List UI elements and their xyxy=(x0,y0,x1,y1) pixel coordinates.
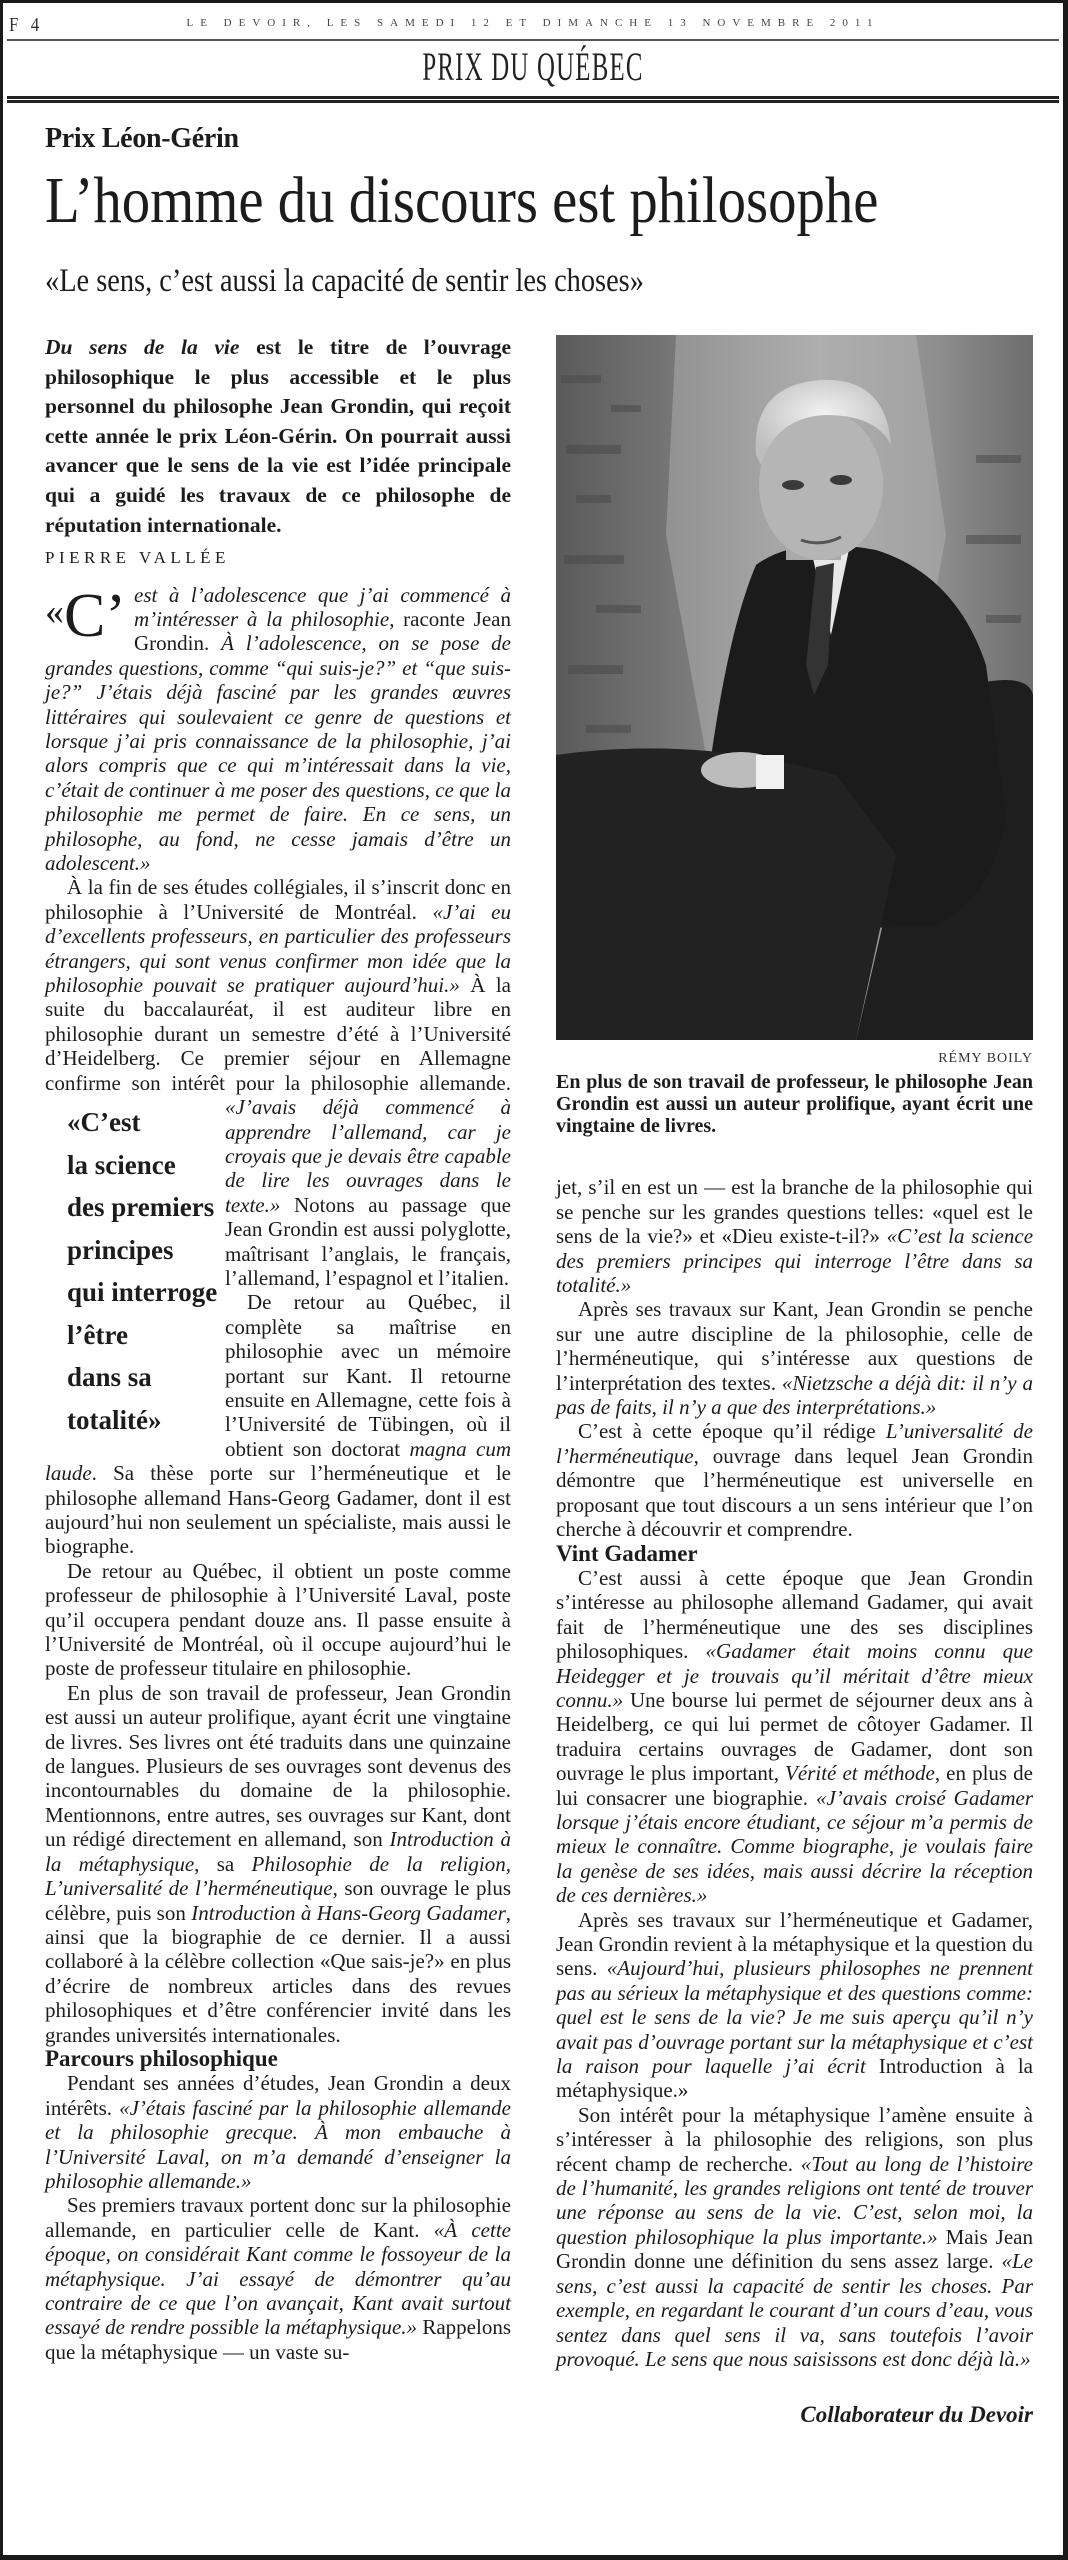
body-text: , en plus de lui consacrer une biographie. xyxy=(556,1761,1033,1810)
pull-quote-line: l’être xyxy=(67,1319,128,1350)
quote-text: «Gadamer était moins connu que Heidegger et je trouvais qu’il méritait d’être mieux connu.» xyxy=(556,1639,1033,1712)
drop-cap xyxy=(45,581,126,650)
quote-text: «J’étais fasciné par la philosophie allemande et la philosophie grecque. À mon embauche à l’Université Laval, on m’a demandé d’enseigner la philosophie allemande.» xyxy=(45,2095,511,2193)
body-text: Son intérêt pour la métaphysique l’amène ensuite à s’intéresser à la philosophie des religions, son plus récent champ de recherche. xyxy=(556,2102,1033,2176)
photo-credit: RÉMY BOILY xyxy=(938,1051,1033,1066)
newspaper-page xyxy=(3,3,1063,2555)
body-text: Rappelons que la métaphysique — un vaste su- xyxy=(45,2315,512,2364)
body-text: , sa xyxy=(194,1851,252,1876)
pull-quote-line: principes xyxy=(67,1234,174,1265)
quote-text: «C’est la science des premiers principes qui interroge l’être dans sa totalité.» xyxy=(556,1224,1034,1298)
book-title: Introduction à Hans-Georg Gadamer xyxy=(191,1900,506,1925)
body-paragraph-r2 xyxy=(556,1297,1033,1419)
quote-text: À l’adolescence, on se pose de grandes questions, comme “qui suis-je?” et “que suis-je?” J’étais déjà fasciné par les grandes œuvres littéraires qui soulevaient ce genre de questions et lorsque j’ai pris connaissance de la philosophie, j’ai alors compris que ce qui m’intéressait dans la vie, c’était de continuer à me poser des questions, ce que la philosophie me permet de faire. En ce sens, un philosophe, au fond, ne cesse jamais d’être un adolescent.» xyxy=(45,631,511,876)
quote-text: «J’avais croisé Gadamer lorsque j’étais encore étudiant, ce séjour m’a permis de mieux le connaître. Comme biographe, je voulais faire la genèse de ses idées, mais aussi décrire la réception de ces dernières.» xyxy=(556,1785,1033,1908)
quote-text: est à l’adolescence que j’ai commencé à m’intéresser à la philosophie xyxy=(134,582,511,631)
pull-quote-line: des premiers xyxy=(67,1192,215,1223)
body-text: Mais Jean Grondin donne une définition du sens assez large. xyxy=(556,2224,1033,2274)
body-paragraph-r5 xyxy=(556,1908,1033,2103)
article-kicker: Prix Léon-Gérin xyxy=(45,123,239,154)
subhead-vint-gadamer: Vint Gadamer xyxy=(556,1540,698,1566)
body-text: Après ses travaux sur Kant, Jean Grondin se penche sur une autre discipline de la philosophie, celle de l’herméneutique, qui s’intéresse aux questions de l’interprétation des textes. xyxy=(556,1297,1033,1395)
body-paragraph-1 xyxy=(45,583,511,876)
pull-quote-line: «C’est xyxy=(67,1107,141,1138)
body-paragraph-4: De retour au Québec, il obtient un poste comme professeur de philosophie à l’Université Laval, poste qu’il occupera pendant douze ans. Il passe ensuite à l’Université de Montréal, où il occupe aujourd’hui le poste de professeur titulaire en philosophie. xyxy=(45,1558,511,1681)
body-text: Ses premiers travaux portent donc sur la philosophie allemande, en particulier celle de Kant. xyxy=(45,2193,511,2242)
photo-caption: En plus de son travail de professeur, le philosophe Jean Grondin est aussi un auteur prolifique, ayant écrit une vingtaine de livres. xyxy=(556,1071,1033,1138)
lede-text: est le titre de l’ouvrage philosophique le plus accessible et le plus personnel du philosophe Jean Grondin, qui reçoit cette année le prix Léon-Gérin. On pourrait aussi avancer que le sens de la vie est l’idée principale qui a guidé les travaux de ce philosophe de réputation internationale. xyxy=(45,335,511,537)
body-text: . Sa thèse porte sur l’herméneutique et le philosophe allemand Hans-Georg Gadamer, dont il est aujourd’hui non seulement un spécialiste, mais aussi le biographe. xyxy=(45,1461,511,1559)
article-headline: L’homme du discours est philosophe xyxy=(45,164,879,237)
byline: PIERRE VALLÉE xyxy=(45,548,230,568)
quote-text: «J’avais déjà commencé à apprendre l’allemand, car je croyais que je devais être capable de lire les ouvrages dans le texte.» xyxy=(225,1095,511,1217)
body-text: De retour au Québec, il complète sa maîtrise en philosophie avec un mémoire portant sur Kant. Il retourne ensuite en Allemagne, cette fois à l’Université de Tübingen, où il obtient son doctorat xyxy=(225,1290,511,1461)
subhead-parcours: Parcours philosophique xyxy=(45,2045,278,2071)
lede-book-title: Du sens de la vie xyxy=(45,335,240,359)
book-title: L’universalité de l’herméneutique xyxy=(556,1419,1033,1468)
pull-quote-line: qui interroge xyxy=(67,1277,218,1308)
body-text: Notons au passage que Jean Grondin est aussi polyglotte, maîtrisant l’anglais, le français, l’allemand, l’espagnol et l’italien. xyxy=(225,1192,511,1290)
article-deck: «Le sens, c’est aussi la capacité de sentir les choses» xyxy=(45,263,644,299)
quote-text: «Aujourd’hui, plusieurs philosophes ne prennent pas au sérieux la métaphysique et des questions comme: quel est le sens de la vie? Je me suis aperçu qu’il n’y avait pas d’ouvrage portant sur la métaphysique et c’est la raison pour laquelle j’ai écrit xyxy=(556,1956,1033,2079)
body-paragraph-6 xyxy=(45,2071,511,2193)
book-title: Philosophie de la religion, L’universalité de l’herméneutique xyxy=(45,1851,511,1901)
quote-text: «Nietzsche a déjà dit: il n’y a pas de faits, il n’y a que des interprétations.» xyxy=(556,1370,1033,1420)
right-column-text xyxy=(556,1175,1033,2427)
quote-text: «J’ai eu d’excellents professeurs, en particulier des professeurs étrangers, qui sont venus confirmer mon idée que la philosophie pouvait se pratiquer aujourd’hui.» xyxy=(45,899,511,998)
body-text: C’est aussi à cette époque que Jean Grondin s’intéresse au philosophe allemand Gadamer, qui avait fait de l’herméneutique une des ses disciplines philosophiques. xyxy=(556,1565,1033,1664)
pull-quote-text xyxy=(45,1101,225,1441)
body-text: jet, s’il en est un — est la branche de la philosophie qui se penche sur les grandes questions telles: «quel est le sens de la vie?» et «Dieu existe-t-il?» xyxy=(556,1175,1033,1249)
body-paragraph-5 xyxy=(45,1681,511,2047)
right-column xyxy=(556,335,1033,2428)
pull-quote-line: dans sa xyxy=(67,1362,152,1393)
body-text: À la fin de ses études collégiales, il s’inscrit donc en philosophie à l’Université de Montréal. xyxy=(45,875,511,924)
body-text: À la suite du baccalauréat, il est auditeur libre en philosophie durant un semestre d’été à l’Université d’Heidelberg. Ce premier séjour en Allemagne confirme son intérêt pour la philosophie allemande. xyxy=(45,973,511,1095)
author-signoff: Collaborateur du Devoir xyxy=(800,2402,1033,2428)
pull-quote xyxy=(45,1101,225,1441)
latin-phrase: magna cum laude xyxy=(45,1436,511,1486)
quote-text: «Tout au long de l’histoire de l’humanité, les grandes religions ont tenté de trouver une réponse au sens de la vie. C’est, selon moi, la question philosophique la plus importante.» xyxy=(556,2151,1033,2249)
book-title: Vérité et méthode xyxy=(785,1761,935,1786)
quote-text: «À cette époque, on considérait Kant comme le fossoyeur de la métaphysique. J’ai essayé de démontrer qu’au contraire de ce que l’on avançait, Kant avait surtout essayé de rendre possible la métaphysique.» xyxy=(45,2217,511,2340)
body-paragraph-r6 xyxy=(556,2103,1033,2371)
lede-paragraph xyxy=(45,333,511,540)
section-title: PRIX DU QUÉBEC xyxy=(422,44,644,89)
body-text: Pendant ses années d’études, Jean Grondin a deux intérêts. xyxy=(45,2071,511,2120)
section-double-rule xyxy=(7,96,1059,103)
body-text: , son ouvrage le plus célèbre, puis son xyxy=(45,1876,511,1925)
body-text: Après ses travaux sur l’herméneutique et Gadamer, Jean Grondin revient à la métaphysique et la question du sens. xyxy=(556,1907,1033,1981)
drop-cap-letter: C’ xyxy=(64,581,126,650)
page-number: F 4 xyxy=(9,13,44,36)
pull-quote-line: la science xyxy=(67,1149,176,1180)
body-text: C’est à cette époque qu’il rédige xyxy=(578,1419,886,1444)
body-text: , ainsi que la biographie de ce dernier. Il a aussi collaboré à la célèbre collection «Que sais-je?» en plus d’écrire de nombreux articles dans des revues philosophiques et d’être conférencier invité dans les grandes universités internationales. xyxy=(45,1900,512,2047)
body-paragraph-7 xyxy=(45,2193,511,2364)
masthead xyxy=(7,15,1059,41)
portrait-image-icon xyxy=(556,335,1033,1040)
quote-text: «Le sens, c’est aussi la capacité de sentir les choses. Par exemple, en regardant le courant d’un cours d’eau, vous sentez dans quel sens il va, sans toutefois l’avoir provoqué. Le sens que nous saisissons est donc déjà là.» xyxy=(556,2249,1033,2371)
body-paragraph-r3 xyxy=(556,1419,1033,1541)
body-text: , raconte Jean Grondin. xyxy=(134,606,512,656)
body-text: Une bourse lui permet de séjourner deux ans à Heidelberg, ce qui lui permet de côtoyer Gadamer. Il traduira certains ouvrages de Gadamer, dont son ouvrage le plus important, xyxy=(556,1687,1033,1786)
body-paragraph-r4 xyxy=(556,1566,1033,1908)
left-column xyxy=(45,333,511,2364)
pull-quote-line: totalité» xyxy=(67,1404,162,1435)
body-text: , ouvrage dans lequel Jean Grondin démontre que l’herméneutique est universelle en proposant que tout discours a un sens intérieur que l’on cherche à découvrir et comprendre. xyxy=(556,1443,1033,1542)
book-title: Introduction à la métaphysique.» xyxy=(556,2054,1033,2103)
book-title: Introduction à la métaphysique xyxy=(45,1827,511,1876)
portrait-photo xyxy=(556,335,1033,1040)
body-text: En plus de son travail de professeur, Jean Grondin est aussi un auteur prolifique, ayant écrit une vingtaine de livres. Ses livres ont été traduits dans une quinzaine de langues. Plusieurs de ses ouvrages sont devenus des incontournables du domaine de la philosophie. Mentionnons, entre autres, ses ouvrages sur Kant, dont un rédigé directement en allemand, son xyxy=(45,1680,511,1852)
body-paragraph-r1 xyxy=(556,1175,1033,1297)
masthead-rule xyxy=(7,39,1059,41)
dateline: LE DEVOIR, LES SAMEDI 12 ET DIMANCHE 13 NOVEMBRE 2011 xyxy=(186,17,880,29)
drop-cap-guillemet: « xyxy=(45,590,64,633)
